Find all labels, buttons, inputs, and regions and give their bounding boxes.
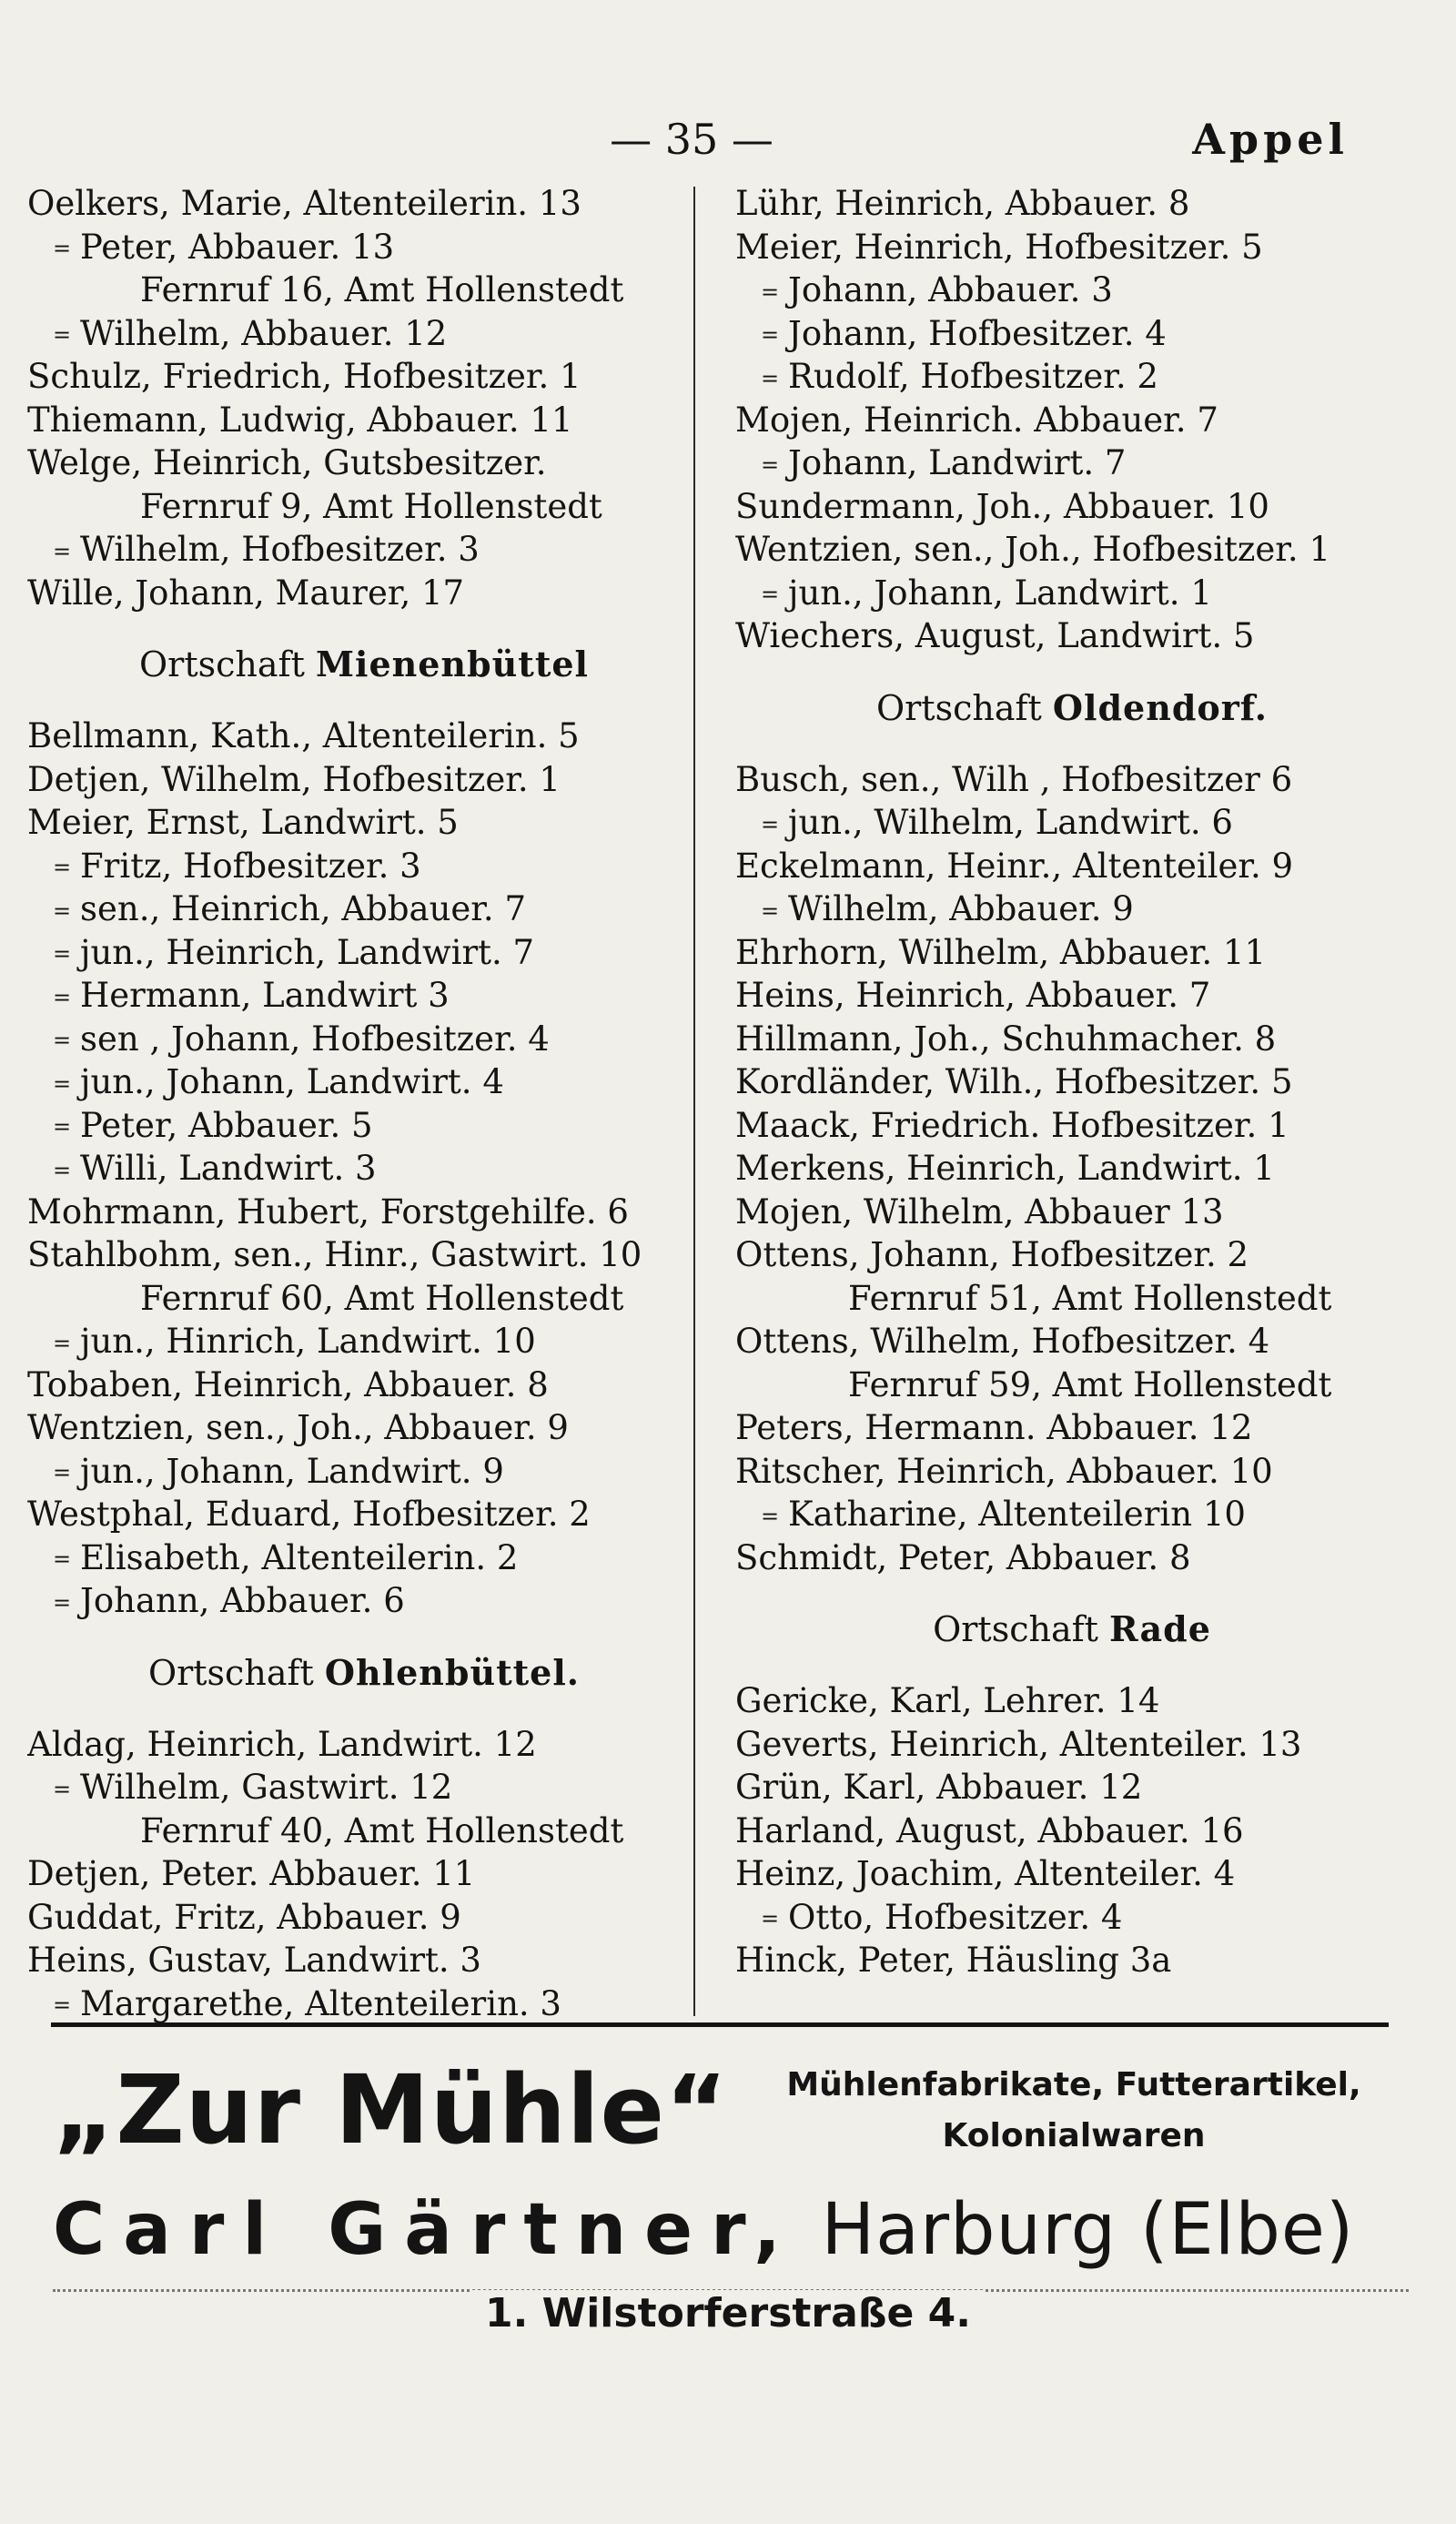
entry-text: Heins, Gustav, Landwirt. 3	[27, 1941, 481, 1980]
directory-entry	[735, 355, 1409, 399]
entry-text: Stahlbohm, sen., Hinr., Gastwirt. 10	[27, 1235, 642, 1274]
section-place: Rade	[1109, 1608, 1211, 1649]
directory-entry	[735, 801, 1409, 845]
phone-line	[27, 269, 701, 312]
advertisement	[0, 2043, 1456, 2353]
directory-entry	[735, 269, 1409, 312]
directory-entry	[27, 1852, 701, 1896]
directory-entry	[27, 801, 701, 845]
ad-owner-line	[53, 2180, 1354, 2280]
entry-text: jun., Johann, Landwirt. 4	[80, 1062, 504, 1101]
running-head: Appel	[1192, 115, 1349, 164]
column-divider	[693, 187, 695, 2016]
entry-text: Wiechers, August, Landwirt. 5	[735, 616, 1255, 655]
directory-entry	[27, 1104, 701, 1148]
directory-entry	[735, 485, 1409, 529]
entry-text: Heins, Heinrich, Abbauer. 7	[735, 976, 1211, 1015]
entry-text: Rudolf, Hofbesitzer. 2	[788, 357, 1158, 396]
entry-text: Peter, Abbauer. 13	[80, 227, 395, 267]
section-heading	[735, 658, 1409, 758]
entry-text: Ottens, Wilhelm, Hofbesitzer. 4	[735, 1322, 1270, 1361]
entry-text: Fernruf 40, Amt Hollenstedt	[140, 1810, 624, 1850]
directory-entry	[27, 1939, 701, 1982]
entry-text: jun., Wilhelm, Landwirt. 6	[788, 803, 1233, 842]
entry-text: Detjen, Peter. Abbauer. 11	[27, 1854, 476, 1893]
entry-text: Peters, Hermann. Abbauer. 12	[735, 1408, 1253, 1447]
phone-line	[27, 485, 701, 529]
directory-entry	[735, 1723, 1409, 1767]
ditto-mark: =	[53, 897, 72, 924]
entry-text: Hermann, Landwirt 3	[80, 976, 450, 1015]
entry-text: Johann, Landwirt. 7	[788, 443, 1127, 482]
entry-text: sen., Heinrich, Abbauer. 7	[80, 889, 526, 928]
entry-text: Johann, Abbauer. 3	[788, 270, 1113, 309]
entry-text: Busch, sen., Wilh , Hofbesitzer 6	[735, 759, 1293, 799]
directory-entry	[735, 614, 1409, 658]
ad-products-line1: Mühlenfabrikate, Futterartikel,	[786, 2066, 1361, 2103]
ditto-mark: =	[53, 538, 72, 564]
ad-owner: Carl Gärtner,	[53, 2189, 799, 2271]
directory-entry	[27, 1191, 701, 1234]
ditto-mark: =	[53, 1157, 72, 1183]
directory-entry	[735, 1536, 1409, 1580]
directory-entry	[27, 1723, 701, 1767]
directory-entry	[27, 887, 701, 931]
entry-text: Mojen, Heinrich. Abbauer. 7	[735, 400, 1218, 440]
entry-text: Hillmann, Joh., Schuhmacher. 8	[735, 1019, 1277, 1059]
entry-text: Ottens, Johann, Hofbesitzer. 2	[735, 1235, 1249, 1274]
entry-text: Mohrmann, Hubert, Forstgehilfe. 6	[27, 1191, 629, 1232]
ditto-mark: =	[761, 279, 780, 305]
entry-text: Fernruf 60, Amt Hollenstedt	[140, 1278, 624, 1318]
entry-text: sen , Johann, Hofbesitzer. 4	[80, 1019, 550, 1059]
entry-text: Willi, Landwirt. 3	[80, 1149, 377, 1188]
directory-entry	[735, 1766, 1409, 1809]
entry-text: Bellmann, Kath., Altenteilerin. 5	[27, 716, 580, 755]
ditto-mark: =	[53, 1589, 72, 1616]
section-prefix: Ortschaft	[933, 1609, 1098, 1649]
section-heading	[27, 614, 701, 715]
directory-entry	[27, 572, 701, 615]
page-header	[0, 107, 1456, 171]
directory-entry	[27, 399, 701, 442]
directory-entry	[735, 845, 1409, 888]
directory-entry	[735, 312, 1409, 356]
entry-text: Gericke, Karl, Lehrer. 14	[735, 1681, 1160, 1720]
ditto-mark: =	[53, 1546, 72, 1573]
entry-text: jun., Johann, Landwirt. 1	[788, 573, 1212, 613]
directory-entry	[735, 572, 1409, 615]
ditto-mark: =	[53, 855, 72, 881]
directory-entry	[735, 758, 1409, 802]
entry-text: Fernruf 9, Amt Hollenstedt	[140, 486, 602, 526]
entry-text: Wilhelm, Gastwirt. 12	[80, 1768, 453, 1807]
entry-text: Welge, Heinrich, Gutsbesitzer.	[27, 443, 547, 482]
directory-entry	[735, 1679, 1409, 1723]
directory-entry	[735, 931, 1409, 975]
ditto-mark: =	[53, 984, 72, 1010]
entry-text: Oelkers, Marie, Altenteilerin. 13	[27, 184, 581, 223]
directory-entry	[735, 887, 1409, 931]
section-prefix: Ortschaft	[147, 1652, 314, 1693]
directory-entry	[27, 1406, 701, 1450]
directory-entry	[27, 1493, 701, 1536]
entry-text: Ehrhorn, Wilhelm, Abbauer. 11	[735, 932, 1266, 972]
entry-text: Hinck, Peter, Häusling 3a	[735, 1941, 1172, 1980]
directory-entry	[735, 528, 1409, 572]
section-prefix: Ortschaft	[875, 687, 1042, 728]
ad-business-name: „Zur Mühle“	[53, 2054, 729, 2165]
entry-text: Wilhelm, Hofbesitzer. 3	[80, 530, 480, 569]
ditto-mark: =	[53, 322, 72, 349]
ditto-mark: =	[761, 365, 780, 391]
directory-entry	[27, 1450, 701, 1494]
entry-text: Mojen, Wilhelm, Abbauer 13	[735, 1191, 1224, 1232]
entry-text: Grün, Karl, Abbauer. 12	[735, 1768, 1143, 1807]
directory-entry	[735, 182, 1409, 226]
entry-text: Katharine, Altenteilerin 10	[788, 1495, 1246, 1534]
section-place: Oldendorf.	[1052, 686, 1268, 728]
entry-text: Tobaben, Heinrich, Abbauer. 8	[27, 1364, 549, 1404]
entry-text: Eckelmann, Heinr., Altenteiler. 9	[735, 846, 1294, 886]
ditto-mark: =	[761, 897, 780, 924]
ditto-mark: =	[53, 1992, 72, 2019]
phone-line	[27, 1809, 701, 1853]
ditto-mark: =	[53, 1114, 72, 1140]
phone-line	[735, 1277, 1409, 1321]
entry-text: Schmidt, Peter, Abbauer. 8	[735, 1537, 1191, 1577]
directory-entry	[27, 758, 701, 802]
ditto-mark: =	[761, 1503, 780, 1529]
entry-text: jun., Hinrich, Landwirt. 10	[80, 1322, 536, 1361]
entry-text: Wentzien, sen., Joh., Hofbesitzer. 1	[735, 530, 1330, 569]
ditto-mark: =	[761, 322, 780, 349]
directory-entry	[735, 399, 1409, 442]
entry-text: Lühr, Heinrich, Abbauer. 8	[735, 184, 1190, 223]
ditto-mark: =	[761, 582, 780, 608]
section-place: Ohlenbüttel.	[324, 1651, 581, 1693]
ad-products-line2: Kolonialwaren	[942, 2117, 1206, 2154]
directory-entry	[735, 1939, 1409, 1982]
directory-entry	[27, 974, 701, 1018]
entry-text: Westphal, Eduard, Hofbesitzer. 2	[27, 1495, 591, 1534]
directory-entry	[735, 1852, 1409, 1896]
entry-text: Wentzien, sen., Joh., Abbauer. 9	[27, 1408, 569, 1447]
directory-entry	[735, 1018, 1409, 1061]
section-place: Mienenbüttel	[315, 644, 589, 684]
directory-entry	[27, 355, 701, 399]
directory-entry	[735, 1406, 1409, 1450]
directory-entry	[735, 1060, 1409, 1104]
directory-entry	[735, 1191, 1409, 1234]
entry-text: Fernruf 51, Amt Hollenstedt	[848, 1278, 1332, 1318]
directory-entry	[27, 1147, 701, 1191]
left-column	[27, 182, 701, 2025]
directory-entry	[27, 1320, 701, 1363]
directory-entry	[27, 1363, 701, 1407]
phone-line	[27, 1277, 701, 1321]
entry-text: Heinz, Joachim, Altenteiler. 4	[735, 1854, 1236, 1893]
ad-top-rule	[51, 2022, 1389, 2027]
directory-entry	[27, 441, 701, 485]
directory-entry	[27, 1982, 701, 2026]
entry-text: Meier, Ernst, Landwirt. 5	[27, 803, 459, 842]
directory-entry	[27, 1018, 701, 1061]
directory-entry	[27, 1579, 701, 1623]
entry-text: Maack, Friedrich. Hofbesitzer. 1	[735, 1105, 1289, 1145]
directory-entry	[27, 182, 701, 226]
directory-entry	[27, 931, 701, 975]
entry-text: Guddat, Fritz, Abbauer. 9	[27, 1897, 461, 1937]
entry-text: Wilhelm, Abbauer. 12	[80, 313, 448, 353]
section-heading	[735, 1579, 1409, 1679]
entry-text: jun., Johann, Landwirt. 9	[80, 1451, 504, 1491]
directory-entry	[735, 226, 1409, 269]
directory-entry	[735, 1147, 1409, 1191]
entry-text: Fernruf 59, Amt Hollenstedt	[848, 1364, 1332, 1404]
entry-text: Wilhelm, Abbauer. 9	[788, 889, 1134, 928]
entry-text: Ritscher, Heinrich, Abbauer. 10	[735, 1451, 1273, 1491]
directory-entry	[735, 1233, 1409, 1277]
entry-text: Peter, Abbauer. 5	[80, 1105, 373, 1145]
entry-text: Johann, Hofbesitzer. 4	[788, 313, 1167, 353]
directory-entry	[735, 1493, 1409, 1536]
section-heading	[27, 1623, 701, 1723]
page-number: — 35 —	[610, 115, 774, 164]
ditto-mark: =	[761, 1906, 780, 1932]
directory-entry	[27, 845, 701, 888]
entry-text: Otto, Hofbesitzer. 4	[788, 1897, 1123, 1937]
entry-text: jun., Heinrich, Landwirt. 7	[80, 932, 535, 972]
ditto-mark: =	[53, 1460, 72, 1486]
ad-city: Harburg (Elbe)	[821, 2189, 1355, 2271]
ditto-mark: =	[53, 1776, 72, 1802]
directory-entry	[27, 312, 701, 356]
ditto-mark: =	[53, 1070, 72, 1097]
directory-entry	[27, 715, 701, 758]
ad-address: 1. Wilstorferstraße 4.	[472, 2290, 984, 2336]
directory-entry	[735, 1896, 1409, 1940]
entry-text: Schulz, Friedrich, Hofbesitzer. 1	[27, 357, 581, 396]
directory-entry	[27, 1766, 701, 1809]
section-prefix: Ortschaft	[139, 644, 305, 684]
directory-entry	[735, 1809, 1409, 1853]
entry-text: Meier, Heinrich, Hofbesitzer. 5	[735, 227, 1263, 267]
ditto-mark: =	[53, 941, 72, 968]
entry-text: Merkens, Heinrich, Landwirt. 1	[735, 1149, 1275, 1188]
directory-entry	[27, 1536, 701, 1580]
directory-entry	[735, 1450, 1409, 1494]
right-column	[735, 182, 1409, 1982]
directory-entry	[735, 974, 1409, 1018]
directory-entry	[27, 1060, 701, 1104]
directory-entry	[27, 1896, 701, 1940]
ditto-mark: =	[53, 1028, 72, 1054]
entry-text: Thiemann, Ludwig, Abbauer. 11	[27, 400, 573, 440]
entry-text: Aldag, Heinrich, Landwirt. 12	[27, 1724, 537, 1764]
directory-entry	[27, 226, 701, 269]
entry-text: Harland, August, Abbauer. 16	[735, 1810, 1244, 1850]
ditto-mark: =	[761, 451, 780, 478]
phone-line	[735, 1363, 1409, 1407]
entry-text: Fernruf 16, Amt Hollenstedt	[140, 270, 624, 309]
entry-text: Detjen, Wilhelm, Hofbesitzer. 1	[27, 759, 561, 799]
directory-entry	[27, 528, 701, 572]
directory-entry	[735, 1320, 1409, 1363]
entry-text: Geverts, Heinrich, Altenteiler. 13	[735, 1724, 1302, 1764]
entry-text: Kordländer, Wilh., Hofbesitzer. 5	[735, 1062, 1293, 1101]
directory-entry	[27, 1233, 701, 1277]
entry-text: Wille, Johann, Maurer, 17	[27, 573, 465, 613]
entry-text: Johann, Abbauer. 6	[80, 1581, 405, 1620]
ad-products	[737, 2060, 1410, 2162]
directory-entry	[735, 1104, 1409, 1148]
entry-text: Sundermann, Joh., Abbauer. 10	[735, 486, 1269, 526]
ditto-mark: =	[53, 1330, 72, 1356]
directory-entry	[735, 441, 1409, 485]
ditto-mark: =	[761, 811, 780, 837]
entry-text: Elisabeth, Altenteilerin. 2	[80, 1537, 519, 1577]
ad-address-line	[0, 2282, 1456, 2346]
entry-text: Margarethe, Altenteilerin. 3	[80, 1983, 561, 2023]
ditto-mark: =	[53, 236, 72, 262]
entry-text: Fritz, Hofbesitzer. 3	[80, 846, 421, 886]
